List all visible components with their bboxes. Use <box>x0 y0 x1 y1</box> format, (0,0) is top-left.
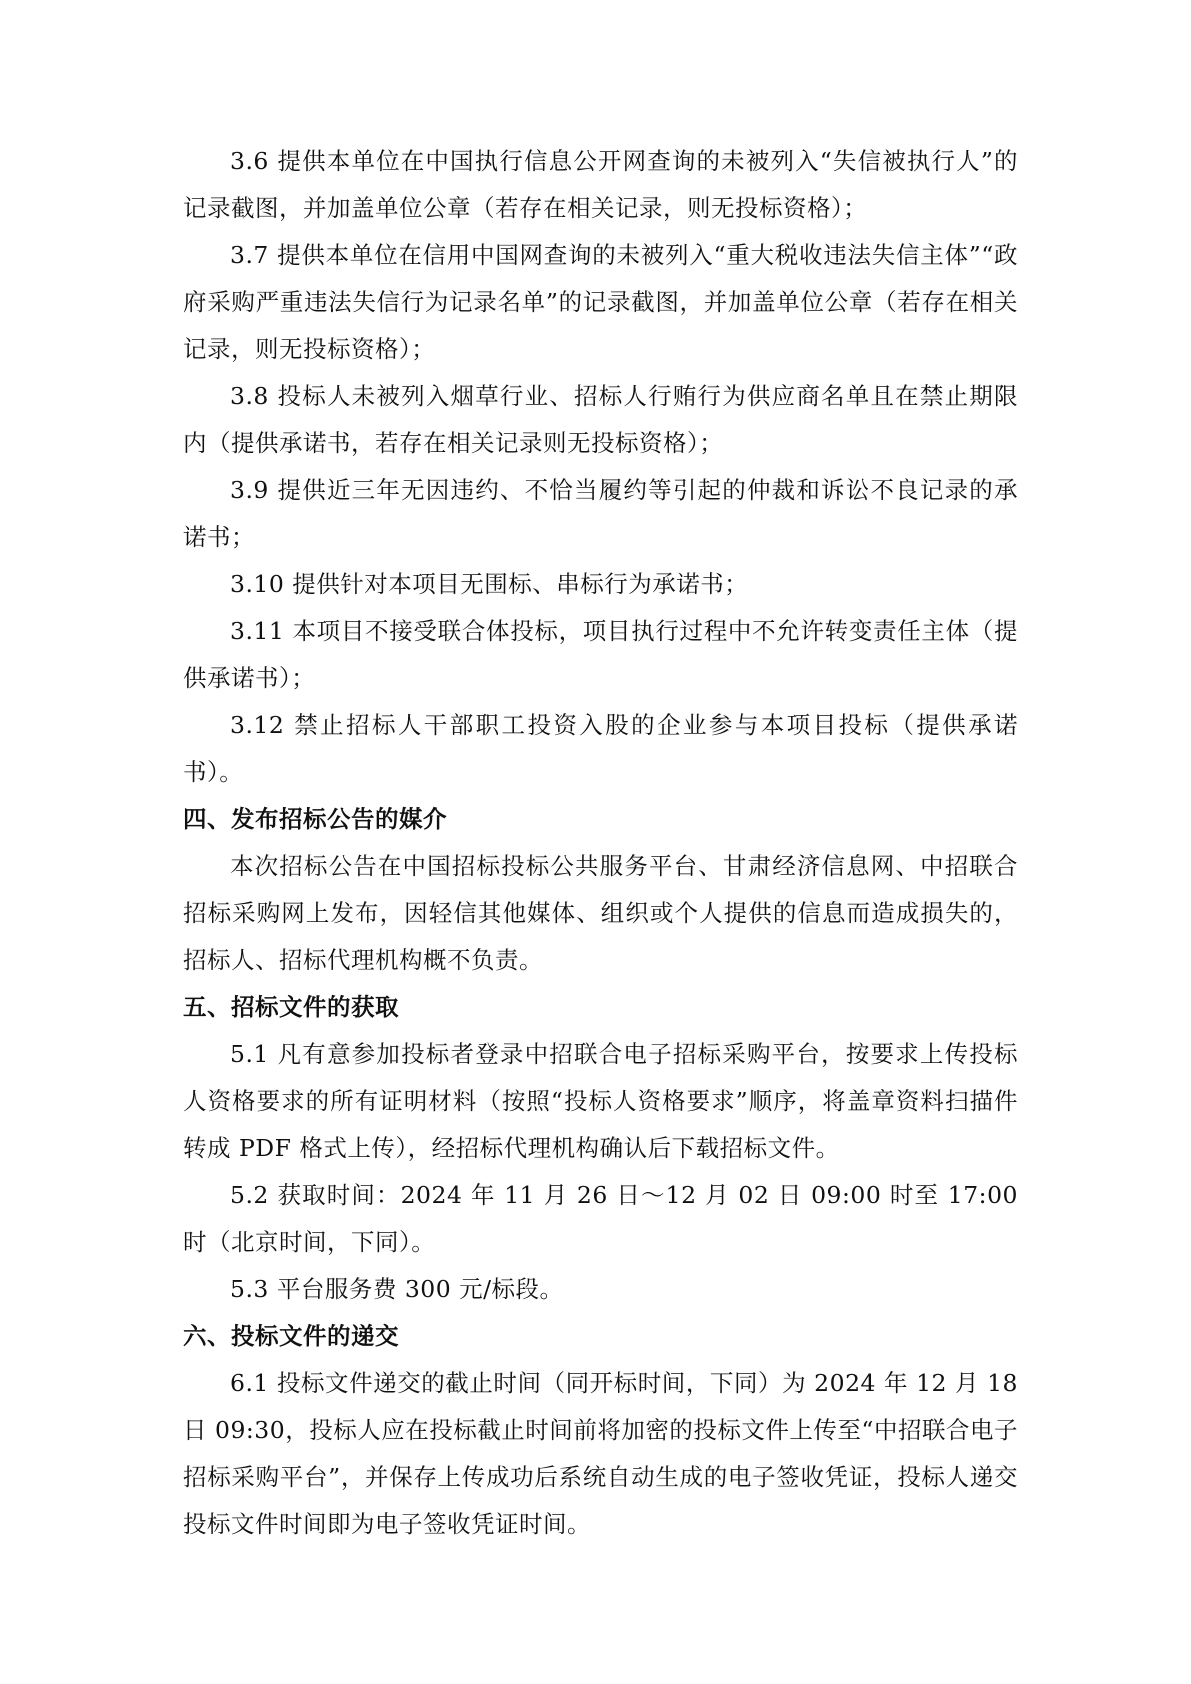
section-5-heading: 五、招标文件的获取 <box>183 993 399 1021</box>
section-4-paragraph: 本次招标公告在中国招标投标公共服务平台、甘肃经济信息网、中招联合招标采购网上发布，因轻信其他媒体、组织或个人提供的信息而造成损失的，招标人、招标代理机构概不负责。 <box>183 852 1018 974</box>
section-6-heading: 六、投标文件的递交 <box>183 1322 399 1350</box>
clause-3-9: 3.9 提供近三年无因违约、不恰当履约等引起的仲裁和诉讼不良记录的承诺书； <box>183 476 1018 551</box>
clause-3-12: 3.12 禁止招标人干部职工投资入股的企业参与本项目投标（提供承诺书）。 <box>183 711 1018 786</box>
clause-3-11: 3.11 本项目不接受联合体投标，项目执行过程中不允许转变责任主体（提供承诺书）； <box>183 617 1018 692</box>
clause-3-8: 3.8 投标人未被列入烟草行业、招标人行贿行为供应商名单且在禁止期限内（提供承诺书，若存在相关记录则无投标资格）； <box>183 382 1018 457</box>
section-4-heading: 四、发布招标公告的媒介 <box>183 805 447 833</box>
clause-3-7: 3.7 提供本单位在信用中国网查询的未被列入“重大税收违法失信主体”“政府采购严重违法失信行为记录名单”的记录截图，并加盖单位公章（若存在相关记录，则无投标资格）； <box>183 241 1018 363</box>
clause-5-2: 5.2 获取时间：2024 年 11 月 26 日～12 月 02 日 09:00 时至 17:00 时（北京时间，下同）。 <box>183 1181 1018 1256</box>
document-page <box>183 138 1018 1548</box>
clause-5-1: 5.1 凡有意参加投标者登录中招联合电子招标采购平台，按要求上传投标人资格要求的所有证明材料（按照“投标人资格要求”顺序，将盖章资料扫描件转成 PDF 格式上传），经招标代理机构确认后下载招标文件。 <box>183 1040 1018 1162</box>
clause-5-3: 5.3 平台服务费 300 元/标段。 <box>230 1275 564 1303</box>
clause-3-10: 3.10 提供针对本项目无围标、串标行为承诺书； <box>230 570 749 598</box>
clause-6-1: 6.1 投标文件递交的截止时间（同开标时间，下同）为 2024 年 12 月 18 日 09:30，投标人应在投标截止时间前将加密的投标文件上传至“中招联合电子招标采购平台”，并保存上传成功后系统自动生成的电子签收凭证，投标人递交投标文件时间即为电子签收凭证时间。 <box>183 1369 1018 1538</box>
clause-3-6: 3.6 提供本单位在中国执行信息公开网查询的未被列入“失信被执行人”的记录截图，并加盖单位公章（若存在相关记录，则无投标资格）； <box>183 147 1018 222</box>
